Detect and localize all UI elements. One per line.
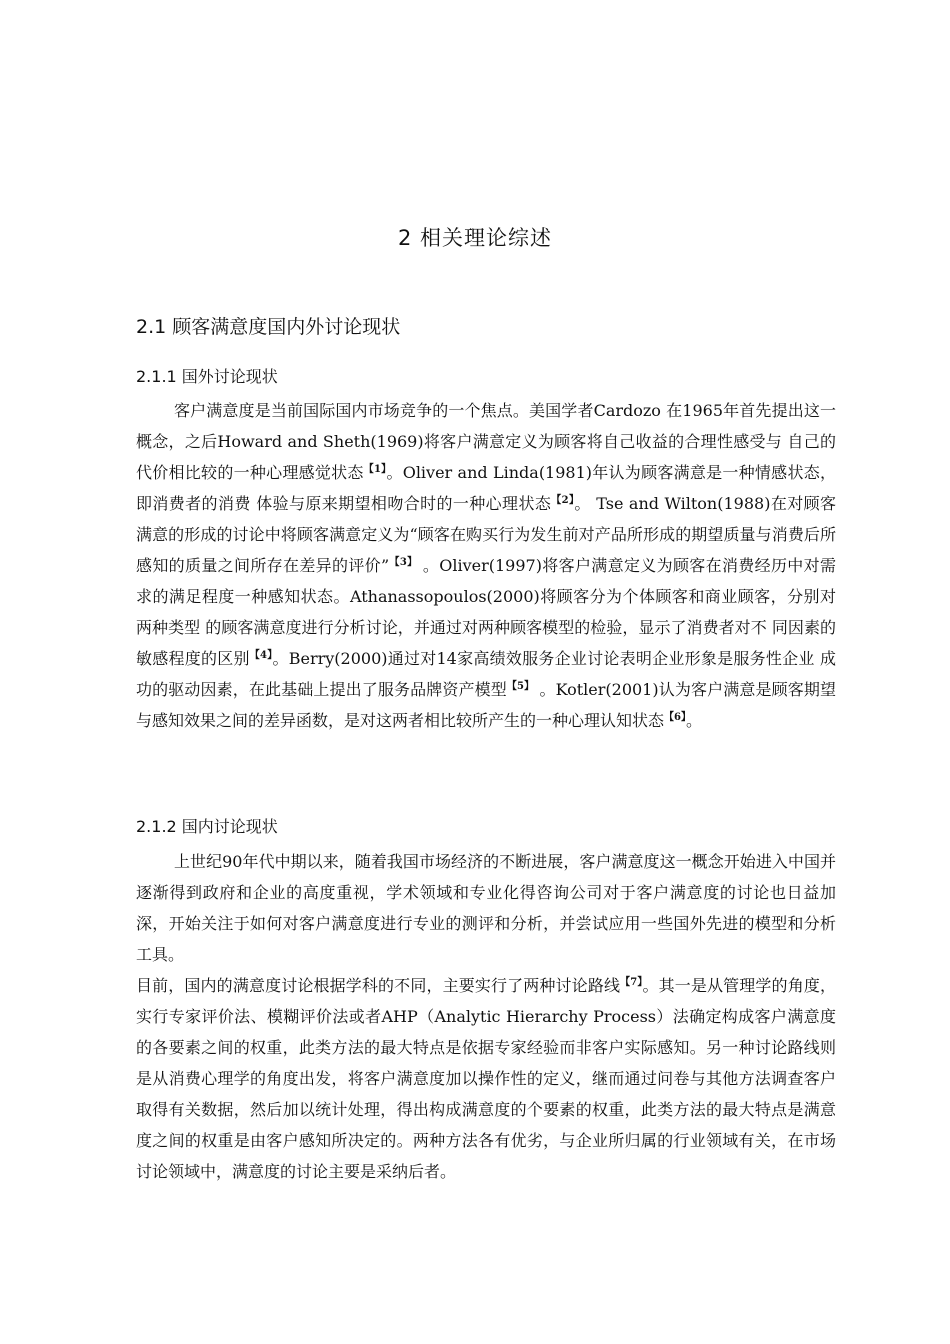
citation-ref: 【7】 xyxy=(620,977,643,988)
paragraph-foreign-research xyxy=(136,395,836,736)
citation-ref: 【4】 xyxy=(249,650,273,661)
paragraph-text: 客户满意度是当前国际国内市场竞争的一个焦点。美国学者Cardozo 在1965年首先提出这一概念，之后Howard and Sheth(1969)将客户满意定义为顾客将自己收益的合理性感受与 自己的代价相比较的一种心理感觉状态 xyxy=(136,401,836,482)
citation-ref: 【3】 xyxy=(389,557,418,568)
citation-ref: 【6】 xyxy=(664,712,686,723)
paragraph-text: 。 xyxy=(685,711,702,730)
citation-ref: 【5】 xyxy=(506,681,535,692)
paragraph-domestic-intro: 上世纪90年代中期以来，随着我国市场经济的不断进展，客户满意度这一概念开始进入中国并逐渐得到政府和企业的高度重视，学术领域和专业化得咨询公司对于客户满意度的讨论也日益加深，开始关注于如何对客户满意度进行专业的测评和分析，并尝试应用一些国外先进的模型和分析工具。 xyxy=(136,852,836,964)
paragraph-domestic-approaches xyxy=(136,970,836,1187)
paragraph-text: 。Kotler(2001)认为客户满意是顾客期望与感知效果之间的差异函数，是对这两者相比较所产生的一种心理认知状态 xyxy=(136,680,836,730)
subsection-title-domestic: 2.1.2 国内讨论现状 xyxy=(136,817,278,836)
chapter-title: 2 相关理论综述 xyxy=(397,226,553,250)
paragraph-text: 。 Tse and Wilton(1988)在对顾客满意的形成的讨论中将顾客满意定义为“顾客在购买行为发生前对产品所形成的期望质量与消费后所感知的质量之间所存在差异的评价” xyxy=(136,494,836,575)
paragraph-text: 。Oliver(1997)将客户满意定义为顾客在消费经历中对需求的满足程度一种感知状态。Athanassopoulos(2000)将顾客分为个体顾客和商业顾客，分别对两种类型 的顾客满意度进行分析讨论，并通过对两种顾客模型的检验，显示了消费者对不 同因素的敏感程度的区别 xyxy=(136,556,836,668)
citation-ref: 【1】 xyxy=(363,464,387,475)
paragraph-text: 目前，国内的满意度讨论根据学科的不同，主要实行了两种讨论路线 xyxy=(136,976,621,995)
citation-ref: 【2】 xyxy=(551,495,575,506)
paragraph-text: 。其一是从管理学的角度，实行专家评价法、模糊评价法或者AHP（Analytic Hierarchy Process）法确定构成客户满意度的各要素之间的权重，此类方法的最大特点是依据专家经验而非客户实际感知。另一种讨论路线则是从消费心理学的角度出发，将客户满意度加以操作性的定义，继而通过问卷与其他方法调查客户取得有关数据，然后加以统计处理，得出构成满意度的个要素的权重，此类方法的最大特点是满意度之间的权重是由客户感知所决定的。两种方法各有优劣，与企业所归属的行业领域有关，在市场讨论领域中，满意度的讨论主要是采纳后者。 xyxy=(136,976,836,1181)
paragraph-text: 。Oliver and Linda(1981)年认为顾客满意是一种情感状态，即消费者的消费 体验与原来期望相吻合时的一种心理状态 xyxy=(136,463,836,513)
paragraph-text: 。Berry(2000)通过对14家高绩效服务企业讨论表明企业形象是服务性企业 成功的驱动因素，在此基础上提出了服务品牌资产模型 xyxy=(136,649,836,699)
section-title: 2.1 顾客满意度国内外讨论现状 xyxy=(136,316,401,338)
subsection-title-foreign: 2.1.1 国外讨论现状 xyxy=(136,367,278,386)
